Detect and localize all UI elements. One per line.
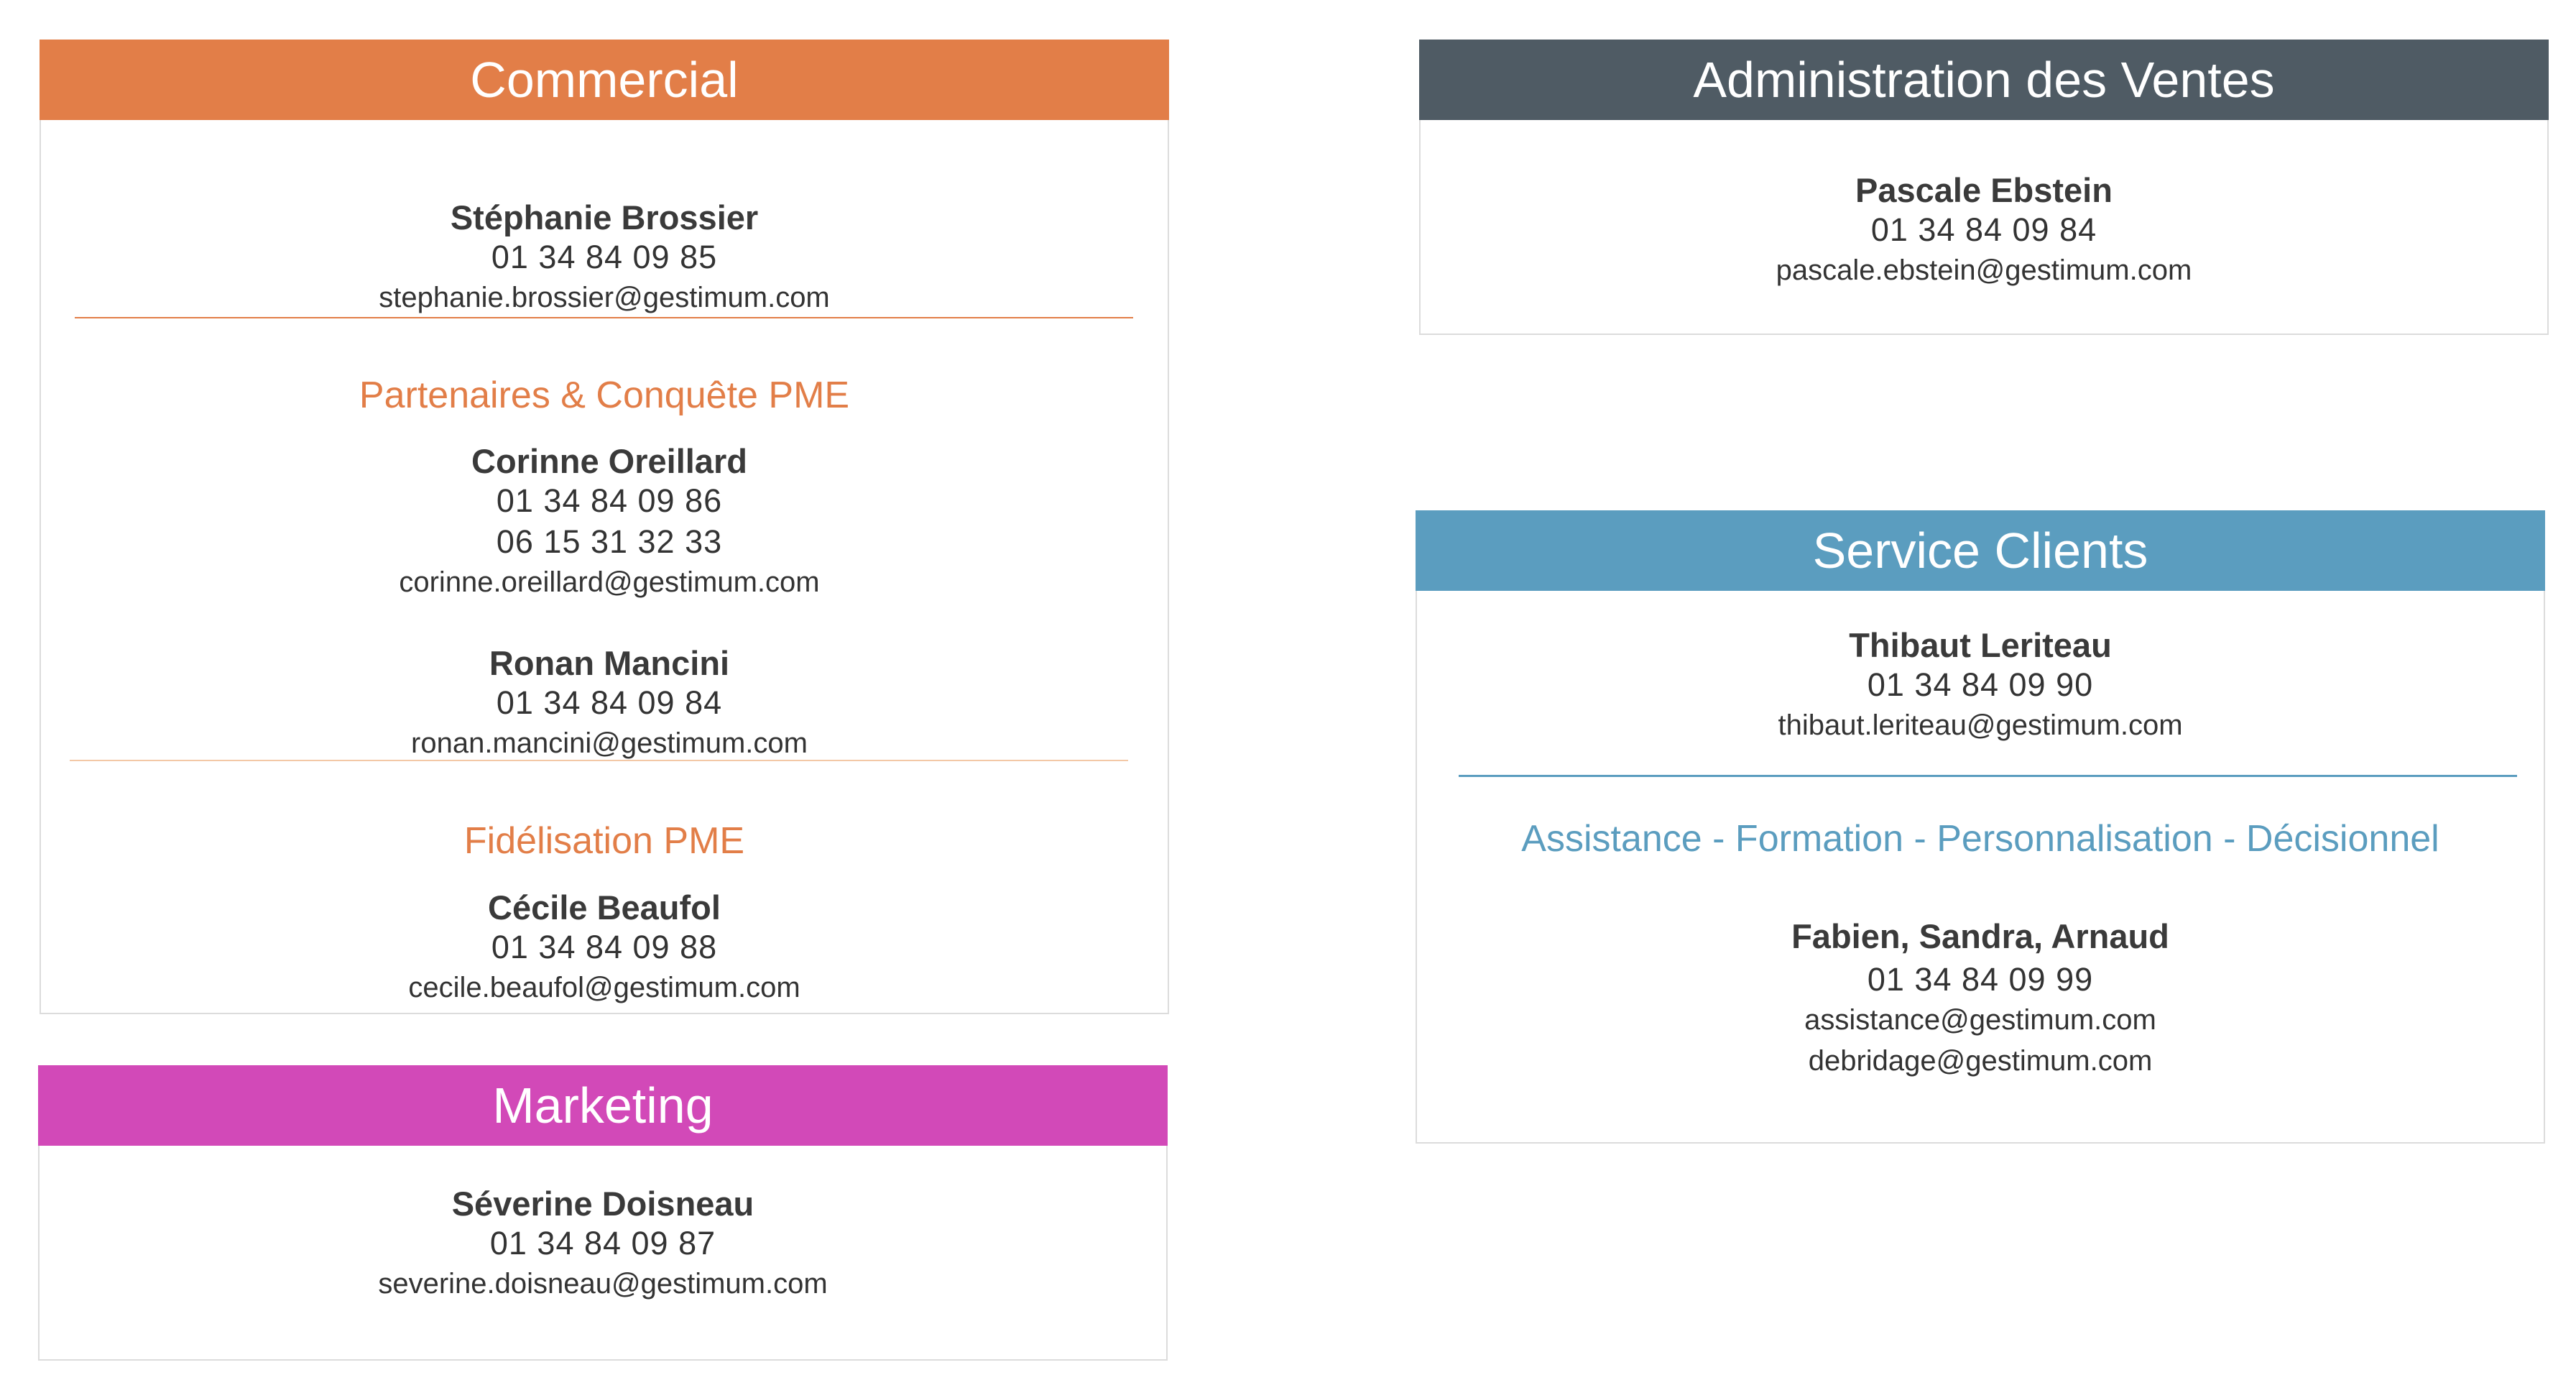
contact-name: Stéphanie Brossier bbox=[450, 198, 759, 236]
commercial-card bbox=[40, 40, 1169, 1014]
contact-email[interactable]: thibaut.leriteau@gestimum.com bbox=[1778, 709, 2183, 741]
marketing-header: Marketing bbox=[38, 1065, 1168, 1146]
contact-phone[interactable]: 01 34 84 09 86 bbox=[496, 482, 723, 519]
service-clients-header: Service Clients bbox=[1416, 510, 2545, 591]
contact-phone[interactable]: 01 34 84 09 84 bbox=[496, 684, 723, 721]
contact-email[interactable]: pascale.ebstein@gestimum.com bbox=[1776, 254, 2192, 286]
contact-phone[interactable]: 01 34 84 09 84 bbox=[1870, 211, 2097, 248]
contact-phone[interactable]: 01 34 84 09 99 bbox=[1867, 961, 2094, 998]
adv-header: Administration des Ventes bbox=[1419, 40, 2549, 120]
team-names: Fabien, Sandra, Arnaud bbox=[1791, 917, 2169, 955]
contact-name: Pascale Ebstein bbox=[1855, 171, 2113, 209]
section-divider bbox=[70, 760, 1128, 761]
fidelisation-subtitle: Fidélisation PME bbox=[463, 820, 745, 862]
contact-email[interactable]: severine.doisneau@gestimum.com bbox=[378, 1268, 828, 1300]
section-divider bbox=[75, 317, 1133, 318]
contact-email[interactable]: assistance@gestimum.com bbox=[1804, 1004, 2156, 1036]
contact-name: Cécile Beaufol bbox=[488, 888, 721, 927]
partenaires-subtitle: Partenaires & Conquête PME bbox=[359, 374, 850, 416]
contact-email[interactable]: ronan.mancini@gestimum.com bbox=[411, 727, 808, 759]
contact-name: Thibaut Leriteau bbox=[1849, 626, 2112, 664]
contact-phone[interactable]: 01 34 84 09 90 bbox=[1867, 666, 2094, 703]
adv-card bbox=[1419, 40, 2549, 335]
contact-name: Séverine Doisneau bbox=[451, 1185, 754, 1223]
contact-email[interactable]: stephanie.brossier@gestimum.com bbox=[379, 282, 830, 313]
contact-email[interactable]: corinne.oreillard@gestimum.com bbox=[399, 566, 820, 598]
assistance-subtitle: Assistance - Formation - Personnalisation - Décisionnel bbox=[1521, 818, 2439, 860]
contact-phone[interactable]: 01 34 84 09 85 bbox=[491, 239, 718, 275]
contact-name: Ronan Mancini bbox=[489, 644, 730, 682]
contact-phone[interactable]: 01 34 84 09 88 bbox=[491, 929, 718, 965]
contact-name: Corinne Oreillard bbox=[471, 442, 747, 480]
contact-email[interactable]: cecile.beaufol@gestimum.com bbox=[408, 972, 800, 1003]
contact-email[interactable]: debridage@gestimum.com bbox=[1808, 1045, 2153, 1077]
commercial-header: Commercial bbox=[40, 40, 1169, 120]
contact-phone-mobile[interactable]: 06 15 31 32 33 bbox=[496, 523, 723, 560]
service-clients-card bbox=[1416, 510, 2545, 1144]
marketing-card bbox=[38, 1065, 1168, 1361]
contact-phone[interactable]: 01 34 84 09 87 bbox=[489, 1225, 716, 1261]
section-divider bbox=[1459, 775, 2517, 777]
